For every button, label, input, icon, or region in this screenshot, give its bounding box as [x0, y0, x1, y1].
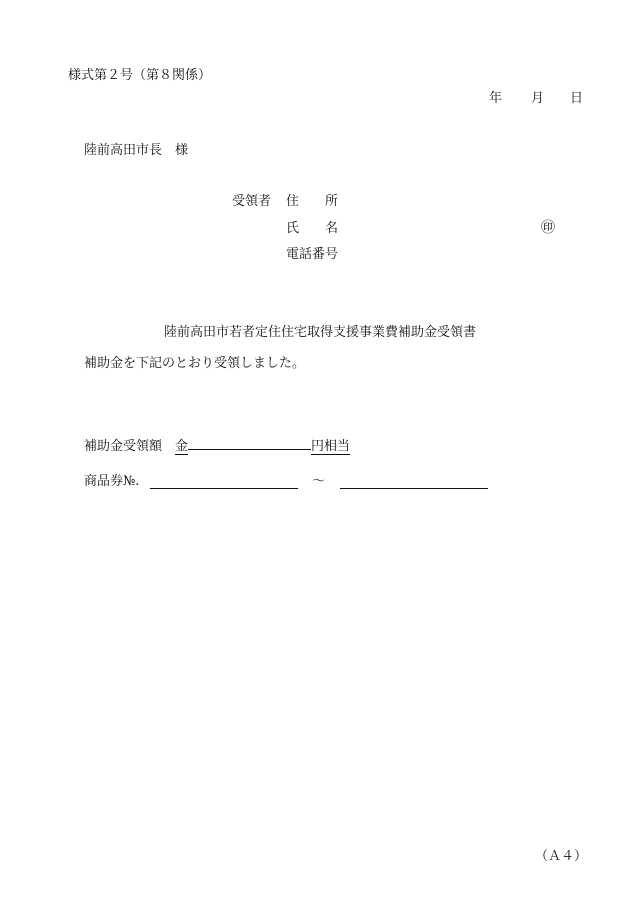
amount-prefix: 金 — [175, 439, 189, 454]
day-label: 日 — [570, 91, 584, 106]
voucher-separator: 〜 — [312, 474, 326, 489]
month-label: 月 — [531, 91, 545, 106]
name-label: 氏 名 — [286, 221, 339, 236]
amount-blank — [188, 435, 311, 450]
paper-size: （Ａ４） — [535, 849, 588, 864]
phone-label: 電話番号 — [286, 247, 339, 262]
statement: 補助金を下記のとおり受領しました。 — [84, 356, 306, 371]
voucher-start-blank — [150, 488, 298, 489]
address-label: 住 所 — [286, 194, 339, 209]
document-title: 陸前高田市若者定住住宅取得支援事業費補助金受領書 — [164, 325, 477, 340]
voucher-end-blank — [340, 488, 488, 489]
amount-suffix: 円相当 — [311, 439, 351, 454]
voucher-line — [84, 474, 139, 490]
form-number: 様式第２号（第８関係） — [68, 68, 212, 83]
amount-line — [84, 435, 350, 455]
recipient-role-label: 受領者 — [232, 194, 272, 209]
voucher-label: 商品券№. — [84, 474, 140, 489]
amount-label: 補助金受領額 — [84, 439, 163, 454]
addressee: 陸前高田市長 様 — [84, 143, 189, 158]
year-label: 年 — [489, 91, 503, 106]
seal-mark: ㊞ — [541, 220, 555, 236]
